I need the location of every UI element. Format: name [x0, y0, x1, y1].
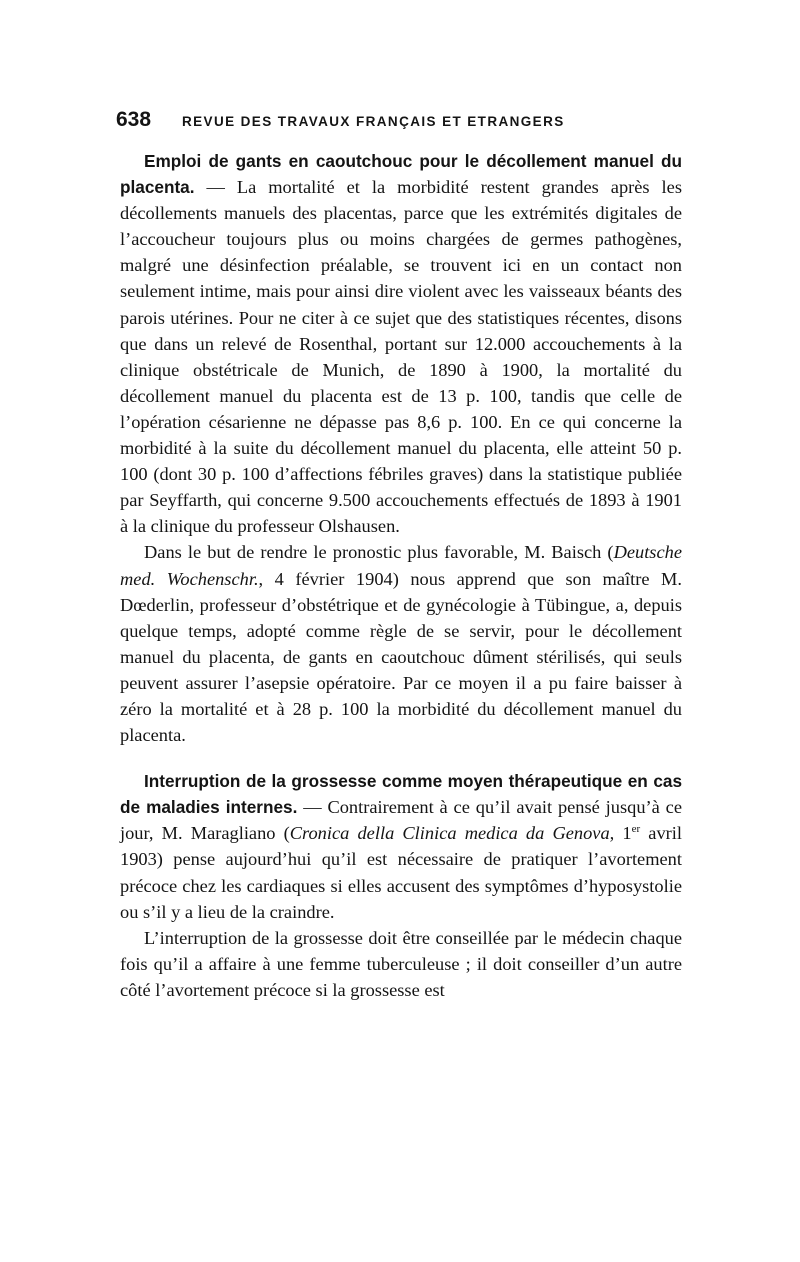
section2-paragraph1-text-a: — Contrairement à ce qu’il avait pensé jusqu’à ce jour, M. Maragliano (	[120, 797, 682, 844]
journal-title: REVUE DES TRAVAUX FRANÇAIS ET ETRANGERS	[182, 114, 565, 129]
page-number: 638	[116, 108, 152, 131]
section1-paragraph1-text: — La mortalité et la morbidité restent grandes après les décollements manuels des placentas, parce que les extrémités digitales de l’accoucheur toujours plus ou moins chargées de germes pathogènes, malgré une désinfection préalable, se trouvent ici en un contact non seulement intime, mais pour ainsi dire violent avec les vaisseaux béants des parois utérines. Pour ne citer à ce sujet que des statistiques récentes, disons que dans un relevé de Rosenthal, portant sur 12.000 accouchements à la clinique obstétricale de Munich, de 1890 à 1900, la mortalité du décollement manuel du placenta est de 13 p. 100, tandis que celle de l’opération césarienne ne dépasse pas 8,6 p. 100. En ce qui concerne la morbidité à la suite du décollement manuel du placenta, elle atteint 50 p. 100 (dont 30 p. 100 d’affections fébriles graves) dans la statistique publiée par Seyffarth, qui concerne 9.500 accouchements effectués de 1893 à 1901 à la clinique du professeur Olshausen.	[120, 177, 682, 537]
ordinal-superscript: er	[631, 823, 641, 836]
section1-paragraph2	[120, 539, 682, 748]
section1-paragraph2-text-b: , 4 février 1904) nous apprend que son maître M. Dœderlin, professeur d’obstétrique et de gynécologie à Tübingue, a, depuis quelque temps, adopté comme règle de se servir, pour le décollement manuel du placenta, de gants en caoutchouc dûment stérilisés, qui seuls peuvent assurer l’asepsie opératoire. Par ce moyen il a pu faire baisser à zéro la mortalité et à 28 p. 100 la morbidité du décollement manuel du placenta.	[120, 568, 683, 746]
section1-title: Emploi de gants en caoutchouc pour le décollement manuel du placenta.	[120, 151, 682, 198]
page	[116, 108, 683, 1003]
section2-citation: Cronica della Clinica medica da Genova,	[289, 823, 615, 844]
section2-paragraph1-text-b: 1	[614, 823, 632, 844]
section-gap	[120, 748, 682, 768]
section2-paragraph1-text-c: avril 1903) pense aujourd’hui qu’il est nécessaire de pratiquer l’avortement précoce chez les cardiaques si elles accusent des symptômes d’hyposystolie ou s’il y a lieu de la craindre.	[120, 823, 682, 922]
section2-paragraph1	[120, 768, 682, 925]
section1-paragraph1	[120, 148, 682, 539]
section1-citation: Deutsche med. Wochenschr.	[120, 542, 682, 589]
section1-paragraph2-text-a: Dans le but de rendre le pronostic plus favorable, M. Baisch (	[144, 542, 614, 563]
section2-title: Interruption de la grossesse comme moyen thérapeutique en cas de maladies internes.	[120, 771, 682, 818]
running-head	[116, 108, 682, 148]
section2-paragraph2: L’interruption de la grossesse doit être conseillée par le médecin chaque fois qu’il a affaire à une femme tuberculeuse ; il doit conseiller d’un autre côté l’avortement précoce si la grossesse est	[120, 927, 682, 1000]
